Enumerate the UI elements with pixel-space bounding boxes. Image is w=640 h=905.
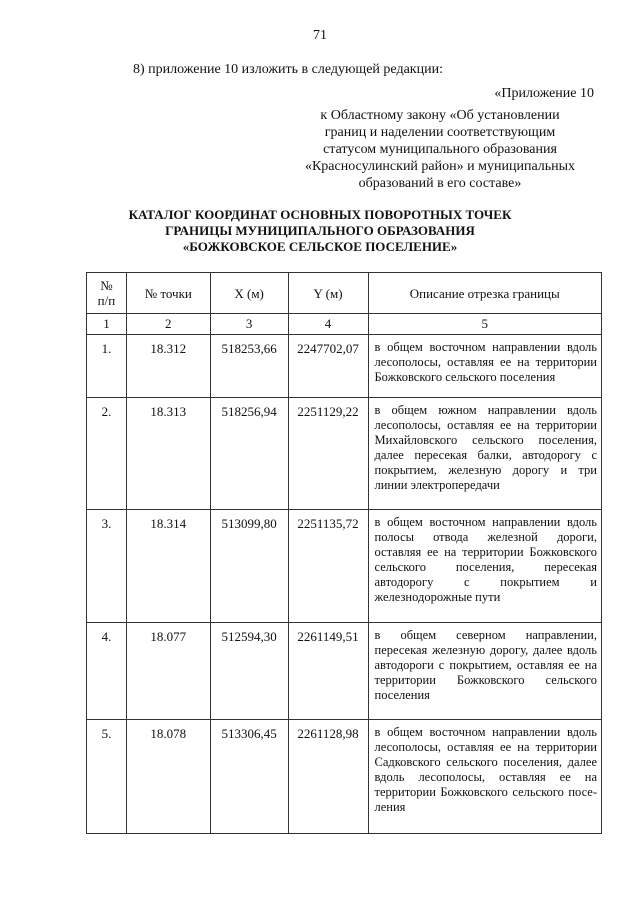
catalog-title-line: КАТАЛОГ КООРДИНАТ ОСНОВНЫХ ПОВОРОТНЫХ ТОЧЕК [128,207,512,222]
column-number-row [87,314,602,335]
row-y: 2261128,98 [288,720,368,834]
appendix-line: статусом муниципального образования [323,142,557,157]
row-point: 18.314 [126,510,210,623]
row-x: 518256,94 [210,398,288,510]
header-num [87,273,127,314]
header-num-line2: п/п [97,293,116,308]
row-description: в общем восточном направлении вдоль лесополосы, оставляя ее на территории Садковского сельского поселения, далее вдоль лесополосы, оставляя ее на территории Божковского сельского поселения [368,720,602,834]
row-number: 4. [87,623,127,720]
table-row [87,510,602,623]
row-number: 2. [87,398,127,510]
header-y: Y (м) [288,273,368,314]
row-y: 2247702,07 [288,335,368,398]
row-number: 5. [87,720,127,834]
row-y: 2261149,51 [288,623,368,720]
header-x: X (м) [210,273,288,314]
page-number: 71 [313,28,327,43]
catalog-title-line: «БОЖКОВСКОЕ СЕЛЬСКОЕ ПОСЕЛЕНИЕ» [182,239,458,254]
table-row [87,720,602,834]
row-y: 2251129,22 [288,398,368,510]
appendix-header [280,85,600,192]
catalog-title-line: ГРАНИЦЫ МУНИЦИПАЛЬНОГО ОБРАЗОВАНИЯ [165,223,475,238]
row-point: 18.077 [126,623,210,720]
row-x: 512594,30 [210,623,288,720]
intro-text: 8) приложение 10 изложить в следующей редакции: [133,62,443,77]
column-number: 3 [210,314,288,335]
header-num-line1: № [100,278,113,293]
column-number: 4 [288,314,368,335]
column-number: 1 [87,314,127,335]
row-description: в общем северном направлении, пересекая железную дорогу, далее вдоль автодороги с покрытием, оставляя ее на территории Божковского сельского поселения [368,623,602,720]
row-number: 1. [87,335,127,398]
row-x: 513306,45 [210,720,288,834]
row-point: 18.078 [126,720,210,834]
row-number: 3. [87,510,127,623]
appendix-title: «Приложение 10 [494,86,594,101]
catalog-title [0,207,640,255]
row-point: 18.312 [126,335,210,398]
row-point: 18.313 [126,398,210,510]
appendix-line: к Областному закону «Об установлении [320,108,560,123]
appendix-line: образований в его составе» [358,176,522,191]
row-x: 518253,66 [210,335,288,398]
appendix-line: «Красносулинский район» и муниципальных [304,159,576,174]
table-header-row [87,273,602,314]
header-point: № точки [126,273,210,314]
appendix-line: границ и наделении соответствующим [324,125,556,140]
table-row [87,335,602,398]
header-description: Описание отрезка границы [368,273,602,314]
row-description: в общем южном направлении вдоль лесополосы, оставляя ее на территории Михайловского сельского поселения, далее пересекая балки, автодорогу с покрытием, железную дорогу и три линии электропередачи [368,398,602,510]
coordinates-table [86,272,602,834]
column-number: 2 [126,314,210,335]
table-row [87,398,602,510]
column-number: 5 [368,314,602,335]
row-x: 513099,80 [210,510,288,623]
row-description: в общем восточном направлении вдоль лесополосы, оставляя ее на территории Божковского сельского поселения [368,335,602,398]
table-row [87,623,602,720]
row-y: 2251135,72 [288,510,368,623]
row-description: в общем восточном направлении вдоль полосы отвода железной дороги, оставляя ее на территории Божковского сельского поселения, пересекая автодорогу с покрытием и железнодорожные пути [368,510,602,623]
